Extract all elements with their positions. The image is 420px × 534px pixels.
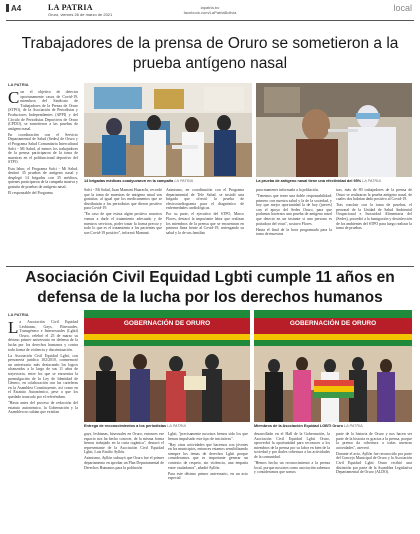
medics-photo-illustration	[84, 83, 252, 177]
article1-photo-medics	[84, 83, 252, 177]
banner-text: GOBERNACIÓN DE ORURO	[289, 320, 377, 327]
photo-credit: LA PATRIA	[174, 179, 194, 183]
article2-photo-recognition	[84, 310, 250, 422]
article2-column-5	[336, 432, 412, 476]
article1-paragraph: para mantener informada a la población.	[256, 188, 319, 192]
article1-kicker: LA PATRIA	[8, 82, 29, 87]
article2-column-3	[168, 432, 248, 482]
article2-column-1	[8, 320, 78, 416]
article2-paragraph: Lgbti, "precisamente nosotros hemos sido los que hemos impulsado este tipo de iniciativas".	[168, 432, 248, 441]
article2-paragraph: "Hemos hecho un reconocimiento a la prensa local, porque nosotros como asociación sabemos y consideramos que somos	[254, 461, 330, 475]
article1-photo1-caption	[84, 179, 252, 183]
article2-paragraph: gays, lesbianas, bisexuales en Oruro, entonces ese espacio nos ha hecho conocer, de la misma forma hemos trabajado en la carta orgánica", destacó el representante de la Asociación Civil Equidad Lgbti, Luis Emilio Ayllón.	[84, 432, 164, 455]
facebook-link[interactable]: facebook.com/LaPatriaBolivia	[183, 10, 237, 15]
website-link[interactable]: lapatria.bo	[200, 5, 220, 10]
article1-dropcap: C	[8, 88, 20, 107]
article1-column-3	[166, 188, 244, 237]
article1-paragraph: on el objetivo de detectar oportunamente casos de Covid-19, miembros del Sindicato de Trabajadores de la Prensa de Oruro (STPO), de la Asociación de Periodistas y Productores Independientes (APPI) y del Círculo de Periodistas Deportivos de Oruro (CPDO), se sometieron a las pruebas de antígeno nasal.	[8, 90, 78, 131]
article1-paragraph: El responsable del Programa	[8, 190, 53, 195]
article2-paragraph: desarrollado en el Hall de la Gobernación, la Asociación Civil Equidad Lgbti Oruro, aprovechó la oportunidad para reconocer a los miembros de la prensa por su labor en bien de la sociedad y por darles cobertura a las actividades de la comunidad.	[254, 432, 330, 459]
article2-paragraph: La Asociación Civil Equidad Lgbti, con personería jurídica 102/2010, conmemoró un aniversario más destacando los logros alcanzados a lo largo de sus 11 años de trayectoria, entre los que se encuentra la promulgación de la Ley de Identidad de Género, en colaboración con las carteleras en la Asamblea Constituyente, así como en el Estatuto Autonómico, pese a que los quedado truncado por el referéndum.	[8, 353, 78, 399]
article1-paragraph: tras, más de 80 trabajadores de la prensa de Oruro se realizaron la prueba antígeno nasal, de cuales dos habrían dado positivo al Covid-19.	[336, 188, 412, 202]
article1-column-1	[8, 90, 78, 197]
article1-photo-test	[256, 83, 412, 177]
article2-column-4	[254, 432, 330, 476]
article2-paragraph: "Hay otras actividades que hacemos con jóvenes en los municipios, entonces estamos sensibilizando siempre los temas de derechos Lgbti porque consideramos que es importante generar un contexto de respeto, sin violencia, una empatía entre ciudadanos", añadió Ayllón.	[168, 442, 248, 470]
caption-text: Miembros de la Asociación Equidad LGBTI Oruro	[254, 424, 343, 428]
caption-text: Entrega de reconocimientos a los periodistas	[84, 424, 167, 428]
article-separator	[6, 266, 414, 267]
article1-column-4	[256, 188, 332, 238]
article1-paragraph: Safci - Mi Salud, Juan Mamani Huarachi, recordó que la toma de muestras de antígeno nasal son gratuitas, al igual que los medicamentos que se distribuirán a los periodistas que dieron positivo para Covid-19.	[84, 188, 162, 211]
header-rule	[6, 20, 414, 21]
article1-paragraph: Por su parte, el ejecutivo del STPO, Marco Flores, destacó la importante labor que realizan los miembros de la prensa que se encuentran en primera línea frente al Covid-19, arriesgando su salud y la de sus familias	[166, 212, 244, 235]
article1-paragraph: Asimismo, en coordinación con el Programa departamental de Tele Salud, se instaló una brigada que ofreció la prueba de electrocardiograma para el diagnóstico de enfermedades cardiológicas.	[166, 188, 244, 211]
photo-credit: LA PATRIA	[167, 424, 186, 428]
test-photo-illustration	[256, 83, 412, 177]
page-marker	[6, 4, 9, 12]
article1-column-2	[84, 188, 162, 237]
article1-column-5	[336, 188, 412, 232]
photo-credit: LA PATRIA	[362, 179, 381, 183]
article2-photo3-caption	[84, 424, 250, 428]
article2-paragraph: Durante el acto, Ayllón fue reconocido por parte del Concejo Municipal de Oruro y la Asociación Civil Equidad Lgbti Oruro recibió una distinción por parte de la Asamblea Legislativa Departamental de Oruro (ALDO).	[336, 451, 412, 475]
section-name: local	[393, 3, 412, 13]
article2-paragraph: Asimismo, Ayllón subrayó que Oruro fue el primer departamento en aprobar un Plan Departamental de Derechos Humanos para la población	[84, 456, 164, 470]
article2-paragraph: a Asociación Civil Equidad Lesbianas, Gays, Bisexuales, Transgénero e Intersexuales (Lgbti) Oruro, celebró el 25 de marzo su décimo primer aniversario en defensa de la lucha por los derechos humanos y contra toda forma de violencia y discriminación.	[8, 320, 78, 352]
caption-text: La prueba de antígeno nasal tiene una efectividad del 95%	[256, 179, 362, 183]
article1-photo2-caption	[256, 179, 412, 183]
article1-paragraph: En coordinación con el Servicio Departamental de Salud (Sedes) de Oruro y el Programa Salud Comunitaria Intercultural Safci - Mi Salud, al menos los trabajadores de la prensa participaron de la toma de muestras en el polifuncional deportivo del STPO.	[8, 132, 78, 165]
article2-paragraph: "Hasta antes del proceso de redacción del estatuto autonómico, la Gobernación y la Asamblea no sabían que existían	[8, 401, 78, 415]
newspaper-logo: LA PATRIA	[48, 3, 93, 12]
page-number-text: A4	[11, 4, 22, 13]
article2-column-2	[84, 432, 164, 472]
page-number	[6, 4, 21, 13]
article2-paragraph: parte de la historia de Oruro y nos hacen ser parte de la historia es gracias a la prensa, porque la prensa da cobertura a todas nuestras actividades", aseveró.	[336, 432, 412, 450]
article2-photo-members	[254, 310, 412, 422]
article1-paragraph: "En caso de que exista algún positivo nosotros vamos a darle el tratamiento adecuado y de nuestros servicios, poder tratar la forma precoz y todo lo que es el tratamiento a los pacientes que son Covid-19 positivo", informó Mamani.	[84, 212, 162, 235]
article1-headline: Trabajadores de la prensa de Oruro se sometieron a la prueba antígeno nasal	[21, 35, 399, 72]
banner-text: GOBERNACIÓN DE ORURO	[123, 320, 211, 327]
article2-photo4-caption	[254, 424, 412, 428]
article2-kicker: LA PATRIA	[8, 312, 29, 317]
article1-paragraph: Hasta el final de la hora programada para la toma de muestras	[256, 227, 332, 237]
header-links	[160, 5, 260, 15]
article1-paragraph: Tras concluir con la toma de pruebas, el personal de la Unidad de Salud Ambiental Ocupacional e Inocuidad Alimentaria del (Sedes), procedió a la fumigación y desinfección de los ambientes del STPO para luego realizar la toma de pruebas.	[336, 203, 412, 231]
article1-paragraph: "Tenemos que tener una doble responsabilidad: primero con nuestra salud y la de la sociedad, y hoy que mejor oportunidad la de hoy (jueves) con el apoyo del Sedes Oruro, para que podamos hacernos una prueba de antígeno nasal que detecta en un instante si una persona es portadora del virus", sostuvo Flores.	[256, 194, 332, 226]
issue-date: Oruro, viernes 26 de marzo de 2021	[48, 12, 113, 17]
article1-paragraph: Esta labor, el Programa Safci - Mi Salud, destinó 35 pruebas de antígeno nasal y desplegó 14 brigadas con 35 médicos, quienes participaron de la campaña masiva y gratuita de pruebas de antígeno nasal.	[8, 166, 78, 189]
caption-text: 14 brigadas médicas coadyuvaron en la campaña	[84, 179, 174, 183]
article2-paragraph: Para este décimo primer aniversario, en un acto especial	[168, 471, 248, 481]
article2-headline: Asociación Civil Equidad Lgbti cumple 11 años en defensa de la lucha por los derechos humanos	[25, 269, 395, 306]
photo-credit: LA PATRIA	[343, 424, 363, 428]
article2-dropcap: L	[8, 318, 19, 337]
